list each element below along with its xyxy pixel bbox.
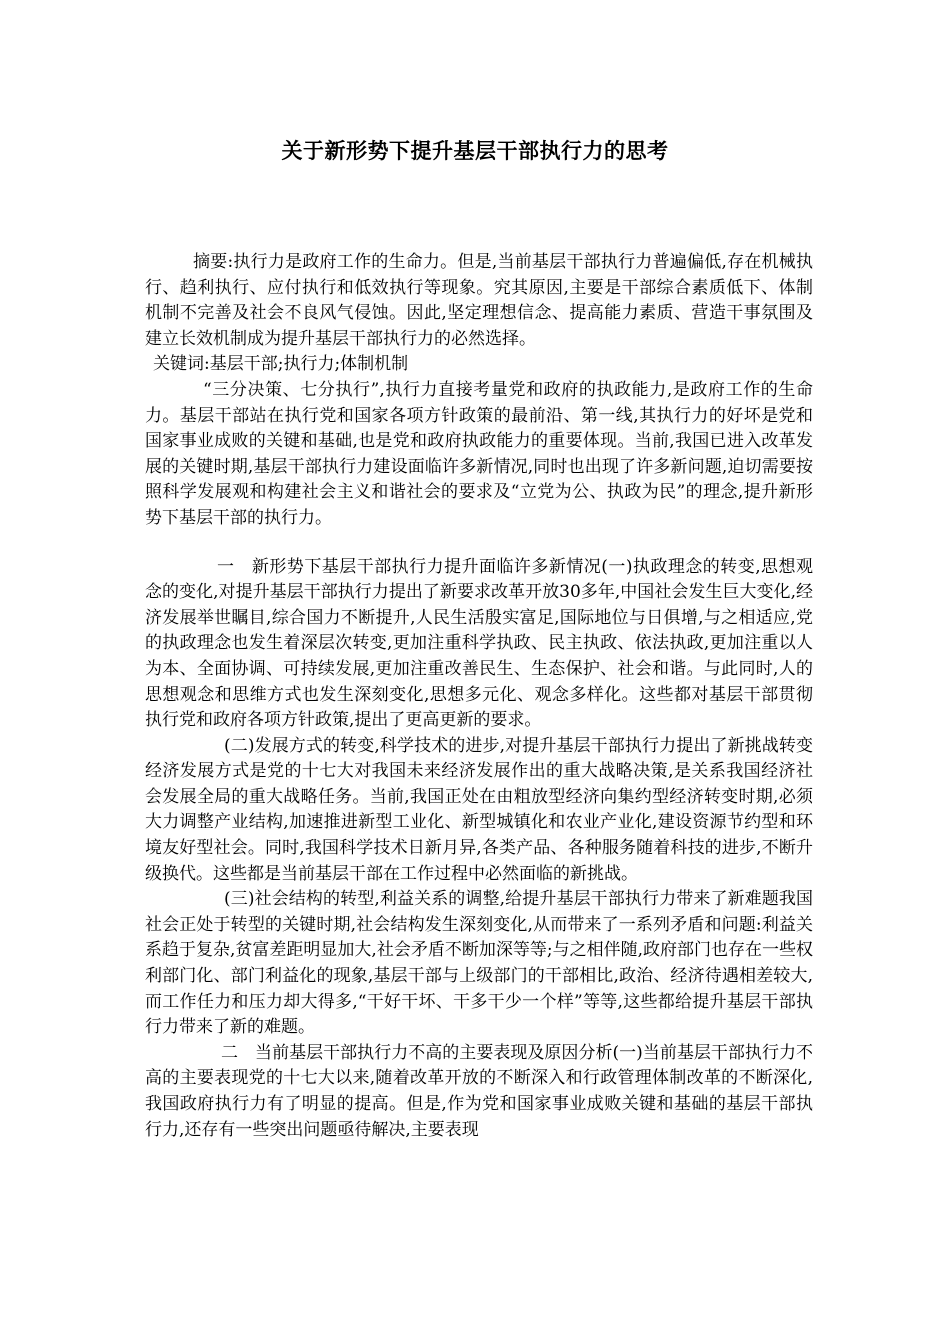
intro-paragraph: “三分决策、七分执行”,执行力直接考量党和政府的执政能力,是政府工作的生命力。基层干部站在执行党和国家各项方针政策的最前沿、第一线,其执行力的好坏是党和国家事业成败的关键和基础,也是党和政府执政能力的重要体现。当前,我国已进入改革发展的关键时期,基层干部执行力建设面临许多新情况,同时也出现了许多新问题,迫切需要按照科学发展观和构建社会主义和谐社会的要求及“立党为公、执政为民”的理念,提升新形势下基层干部的执行力。 xyxy=(145,379,813,528)
document-title: 关于新形势下提升基层干部执行力的思考 xyxy=(281,138,669,163)
document-body xyxy=(145,250,813,1143)
section-one-paragraph: 一 新形势下基层干部执行力提升面临许多新情况(一)执政理念的转变,思想观念的变化,对提升基层干部执行力提出了新要求改革开放30多年,中国社会发生巨大变化,经济发展举世瞩目,综合国力不断提升,人民生活殷实富足,国际地位与日俱增,与之相适应,党的执政理念也发生着深层次转变,更加注重科学执政、民主执政、依法执政,更加注重以人为本、全面协调、可持续发展,更加注重改善民生、生态保护、社会和谐。与此同时,人的思想观念和思维方式也发生深刻变化,思想多元化、观念多样化。这些都对基层干部贯彻执行党和政府各项方针政策,提出了更高更新的要求。 xyxy=(145,556,813,731)
paragraph-gap xyxy=(145,532,813,555)
keywords-line: 关键词:基层干部;执行力;体制机制 xyxy=(153,354,409,375)
section-two-paragraph: 二 当前基层干部执行力不高的主要表现及原因分析(一)当前基层干部执行力不高的主要表现党的十七大以来,随着改革开放的不断深入和行政管理体制改革的不断深化,我国政府执行力有了明显的提高。但是,作为党和国家事业成败关键和基础的基层干部执行力,还存有一些突出问题亟待解决,主要表现 xyxy=(145,1042,813,1140)
abstract-paragraph: 摘要:执行力是政府工作的生命力。但是,当前基层干部执行力普遍偏低,存在机械执行、趋利执行、应付执行和低效执行等现象。究其原因,主要是干部综合素质低下、体制机制不完善及社会不良风气侵蚀。因此,坚定理想信念、提高能力素质、营造干事氛围及建立长效机制成为提升基层干部执行力的必然选择。 xyxy=(145,252,813,349)
section-one-part-two: (二)发展方式的转变,科学技术的进步,对提升基层干部执行力提出了新挑战转变经济发展方式是党的十七大对我国未来经济发展作出的重大战略决策,是关系我国经济社会发展全局的重大战略任务。当前,我国正处在由粗放型经济向集约型经济转变时期,必须大力调整产业结构,加速推进新型工业化、新型城镇化和农业产业化,建设资源节约型和环境友好型社会。同时,我国科学技术日新月异,各类产品、各种服务随着科技的进步,不断升级换代。这些都是当前基层干部在工作过程中必然面临的新挑战。 xyxy=(145,735,813,884)
section-one-part-three: (三)社会结构的转型,利益关系的调整,给提升基层干部执行力带来了新难题我国社会正处于转型的关键时期,社会结构发生深刻变化,从而带来了一系列矛盾和问题:利益关系趋于复杂,贫富差距明显加大,社会矛盾不断加深等等;与之相伴随,政府部门也存在一些权利部门化、部门利益化的现象,基层干部与上级部门的干部相比,政治、经济待遇相差较大,而工作任力和压力却大得多,“干好干坏、干多干少一个样”等等,这些都给提升基层干部执行力带来了新的难题。 xyxy=(145,889,813,1038)
